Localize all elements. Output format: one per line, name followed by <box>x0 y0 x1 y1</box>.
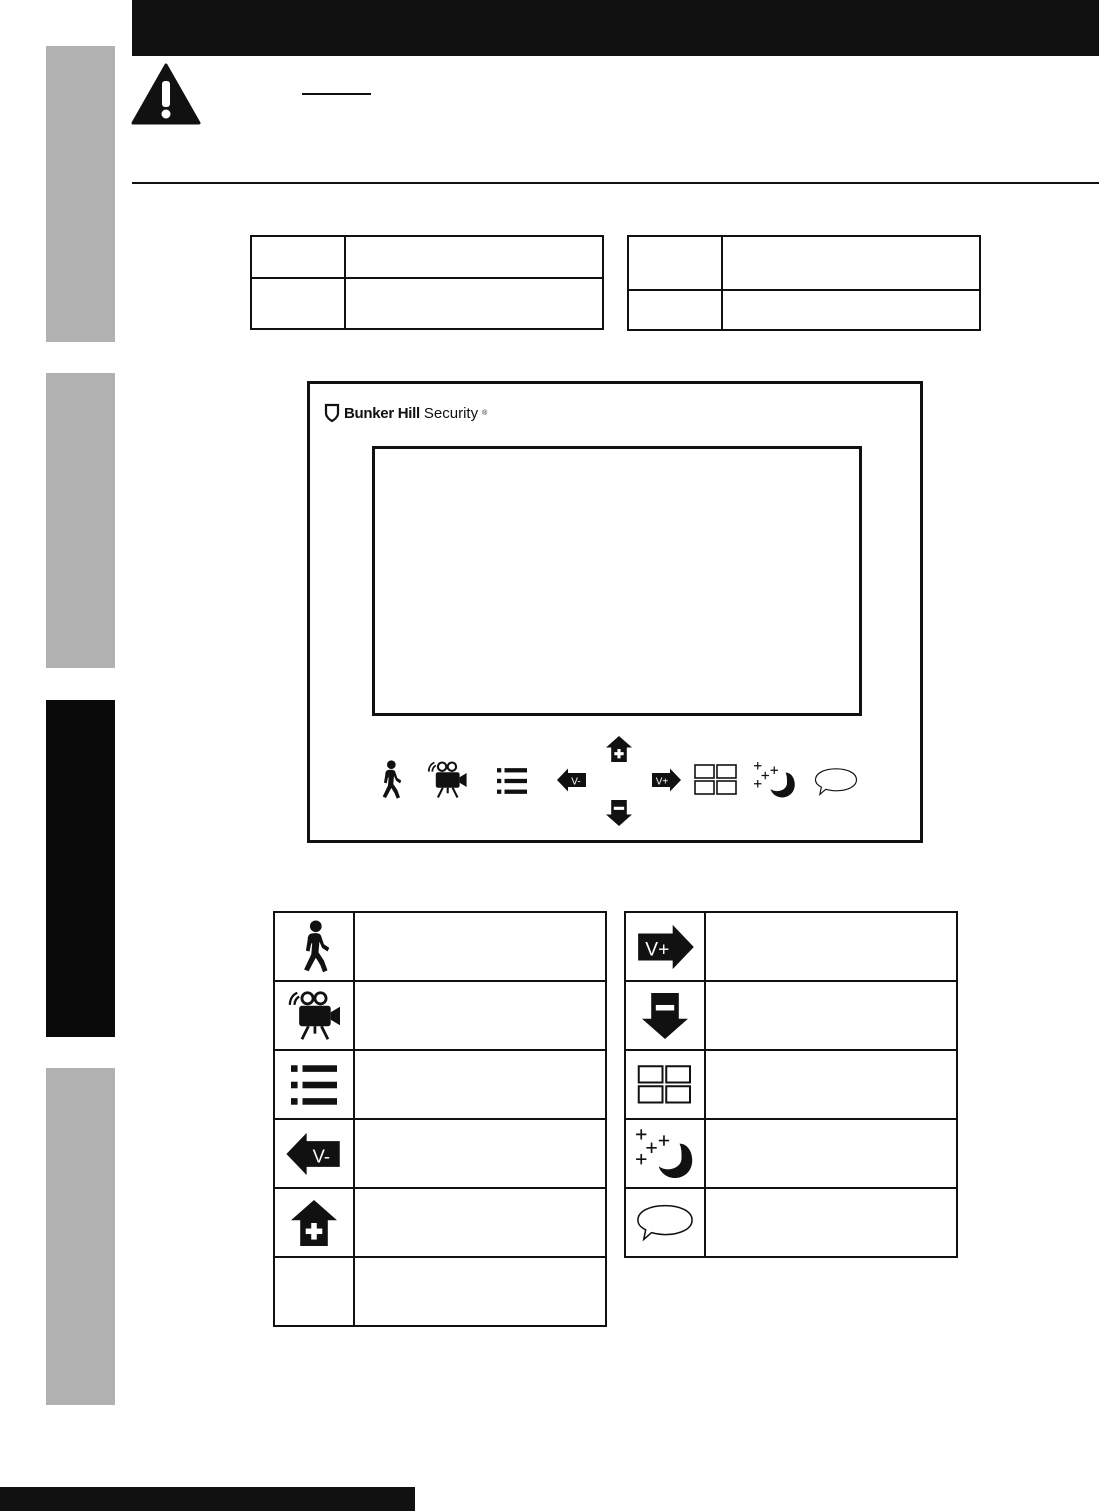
spec-cell <box>722 236 980 290</box>
spec-cell <box>345 278 603 329</box>
legend-row <box>274 1119 606 1188</box>
motion-walker-icon[interactable] <box>376 760 404 800</box>
warning-heading-underline <box>302 93 371 95</box>
volume-down-left-arrow-icon[interactable] <box>557 767 587 793</box>
up-plus-arrow-icon[interactable] <box>606 736 632 762</box>
legend-description <box>705 912 957 981</box>
header-bar <box>132 0 1099 56</box>
icon-legend-left <box>273 911 607 1327</box>
legend-row <box>274 1050 606 1119</box>
menu-list-icon <box>291 1063 337 1107</box>
legend-description <box>705 981 957 1050</box>
registered-mark: ® <box>482 409 488 417</box>
spec-cell <box>722 290 980 330</box>
section-tab-1[interactable] <box>46 46 115 342</box>
spec-table-right <box>627 235 981 331</box>
footer-bar <box>0 1487 415 1511</box>
spec-cell <box>251 236 345 278</box>
spec-cell <box>251 278 345 329</box>
legend-description <box>354 1119 606 1188</box>
legend-icon-empty <box>274 1257 354 1326</box>
spec-cell <box>628 236 722 290</box>
volume-down-glyph: V- <box>312 1144 331 1166</box>
brand-name-bold: Bunker Hill <box>344 404 420 422</box>
icon-legend-right <box>624 911 958 1258</box>
quad-view-icon <box>637 1065 693 1105</box>
shield-icon <box>324 403 340 423</box>
motion-walker-icon <box>296 918 332 976</box>
record-camera-icon <box>285 990 343 1042</box>
legend-row <box>274 981 606 1050</box>
legend-description <box>705 1119 957 1188</box>
legend-row <box>625 1188 957 1257</box>
talk-bubble-icon[interactable] <box>814 767 858 797</box>
legend-row <box>274 1188 606 1257</box>
legend-row <box>625 981 957 1050</box>
legend-description <box>354 981 606 1050</box>
down-minus-arrow-icon[interactable] <box>606 800 632 826</box>
talk-bubble-icon <box>636 1203 694 1243</box>
section-divider <box>132 182 1099 184</box>
legend-row <box>274 1257 606 1326</box>
volume-down-left-arrow-icon <box>286 1131 342 1177</box>
legend-row <box>625 1050 957 1119</box>
volume-up-glyph: V+ <box>655 776 669 788</box>
volume-up-right-arrow-icon[interactable] <box>651 767 681 793</box>
legend-description <box>705 1050 957 1119</box>
volume-up-right-arrow-icon <box>636 923 694 971</box>
volume-down-glyph: V- <box>571 776 581 788</box>
night-vision-moon-icon <box>634 1129 696 1179</box>
legend-description <box>705 1188 957 1257</box>
up-plus-arrow-icon <box>291 1200 337 1246</box>
monitor-screen <box>372 446 862 716</box>
section-tab-2[interactable] <box>46 373 115 668</box>
legend-row <box>625 912 957 981</box>
spec-cell <box>628 290 722 330</box>
legend-description <box>354 1188 606 1257</box>
legend-row <box>625 1119 957 1188</box>
brand-name-regular: Security <box>423 404 479 422</box>
record-camera-icon[interactable] <box>426 760 468 800</box>
section-tab-4[interactable] <box>46 1068 115 1405</box>
brand-logo <box>324 401 487 425</box>
menu-list-icon[interactable] <box>497 766 527 796</box>
legend-description <box>354 1257 606 1326</box>
down-minus-arrow-icon <box>642 993 688 1039</box>
volume-up-glyph: V+ <box>645 939 670 961</box>
spec-table-left <box>250 235 604 330</box>
warning-triangle-icon <box>131 63 201 125</box>
legend-description <box>354 912 606 981</box>
legend-row <box>274 912 606 981</box>
spec-cell <box>345 236 603 278</box>
section-tab-3-active[interactable] <box>46 700 115 1037</box>
night-vision-moon-icon[interactable] <box>752 762 798 798</box>
quad-view-icon[interactable] <box>694 764 738 796</box>
legend-description <box>354 1050 606 1119</box>
